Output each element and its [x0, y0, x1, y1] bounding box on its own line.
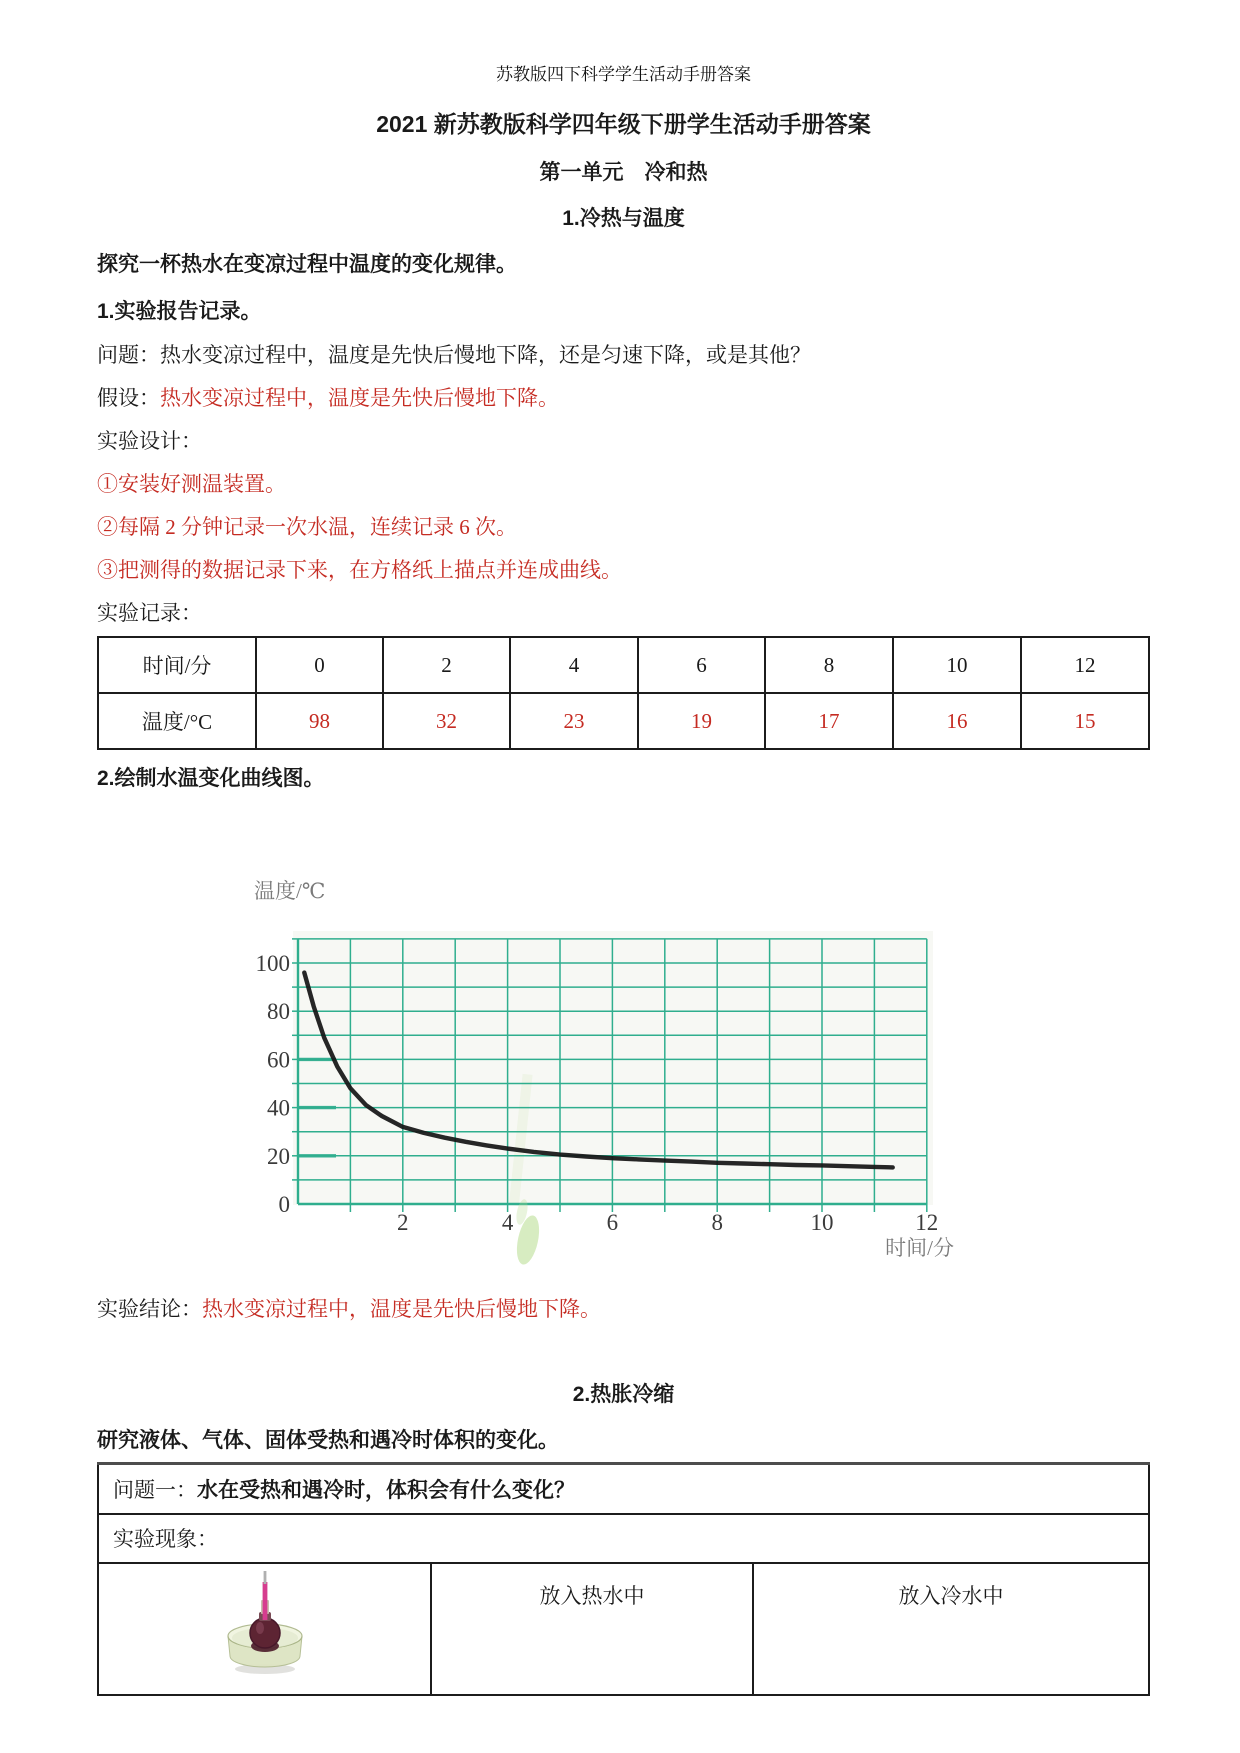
- svg-text:10: 10: [810, 1210, 834, 1235]
- temperature-cell: 15: [1021, 693, 1149, 749]
- hot-water-column-header: 放入热水中: [431, 1563, 753, 1695]
- experiment-record-table: [97, 636, 1150, 750]
- section1-intro: 探究一杯热水在变凉过程中温度的变化规律。: [97, 253, 517, 276]
- svg-text:0: 0: [278, 1192, 290, 1217]
- temperature-cell: 32: [383, 693, 510, 749]
- phenomenon-label-cell: 实验现象：: [98, 1514, 1149, 1563]
- observation-row: [98, 1563, 1149, 1695]
- svg-text:6: 6: [606, 1210, 619, 1235]
- question1-row: [98, 1464, 1149, 1514]
- conclusion-label: 实验结论：: [97, 1297, 202, 1321]
- question1-cell: [98, 1464, 1149, 1514]
- temperature-cell: 17: [765, 693, 893, 749]
- hypothesis-answer: 热水变凉过程中，温度是先快后慢地下降。: [160, 386, 559, 410]
- hypothesis-label: 假设：: [97, 386, 160, 410]
- question-paragraph: [97, 340, 1150, 370]
- question-text: 热水变凉过程中，温度是先快后慢地下降，还是匀速下降，或是其他？: [160, 343, 811, 367]
- chart-heading: 2.绘制水温变化曲线图。: [97, 767, 325, 790]
- temperature-row-header: 温度/°C: [98, 693, 256, 749]
- hypothesis-paragraph: [97, 383, 1150, 413]
- design-step-3: ③把测得的数据记录下来，在方格纸上描点并连成曲线。: [97, 558, 622, 582]
- time-cell: 10: [893, 637, 1021, 693]
- flask-apparatus-image: [215, 1570, 315, 1682]
- design-step-1: ①安装好测温装置。: [97, 472, 286, 496]
- question1-text: 水在受热和遇冷时，体积会有什么变化？: [197, 1478, 575, 1502]
- cold-water-column-header: 放入冷水中: [753, 1563, 1149, 1695]
- svg-text:2: 2: [397, 1210, 409, 1235]
- expansion-experiment-table: [97, 1462, 1150, 1696]
- record-label: 实验记录：: [97, 601, 202, 625]
- time-row-header: 时间/分: [98, 637, 256, 693]
- temperature-cell: 19: [638, 693, 765, 749]
- design-step-2: ②每隔 2 分钟记录一次水温，连续记录 6 次。: [97, 515, 517, 539]
- svg-text:40: 40: [267, 1095, 290, 1121]
- svg-text:60: 60: [267, 1047, 290, 1073]
- svg-text:时间/分: 时间/分: [885, 1236, 954, 1260]
- conclusion-paragraph: [97, 1294, 1150, 1324]
- svg-text:100: 100: [255, 951, 290, 976]
- svg-text:温度/℃: 温度/℃: [254, 879, 326, 903]
- svg-text:4: 4: [501, 1210, 514, 1235]
- temperature-row: [98, 693, 1149, 749]
- temperature-cell: 23: [510, 693, 638, 749]
- time-cell: 0: [256, 637, 383, 693]
- report-heading: 1.实验报告记录。: [97, 300, 262, 323]
- time-cell: 4: [510, 637, 638, 693]
- time-cell: 2: [383, 637, 510, 693]
- time-row: [98, 637, 1149, 693]
- temperature-cell: 98: [256, 693, 383, 749]
- question-label: 问题：: [97, 343, 160, 367]
- svg-text:8: 8: [711, 1210, 723, 1235]
- conclusion-answer: 热水变凉过程中，温度是先快后慢地下降。: [202, 1297, 601, 1321]
- cooling-curve-chart: [250, 874, 970, 1266]
- apparatus-image-cell: [98, 1563, 431, 1695]
- section2-heading: 2.热胀冷缩: [572, 1383, 675, 1406]
- svg-text:80: 80: [267, 999, 290, 1025]
- phenomenon-row: [98, 1514, 1149, 1563]
- document-running-header: 苏教版四下科学学生活动手册答案: [496, 65, 751, 84]
- temperature-cell: 16: [893, 693, 1021, 749]
- design-label: 实验设计：: [97, 429, 202, 453]
- section2-intro: 研究液体、气体、固体受热和遇冷时体积的变化。: [97, 1429, 559, 1452]
- svg-text:12: 12: [915, 1210, 939, 1235]
- document-title: 2021 新苏教版科学四年级下册学生活动手册答案: [376, 111, 871, 137]
- unit-heading: 第一单元 冷和热: [539, 161, 708, 184]
- question1-label: 问题一：: [113, 1477, 197, 1502]
- time-cell: 6: [638, 637, 765, 693]
- time-cell: 8: [765, 637, 893, 693]
- time-cell: 12: [1021, 637, 1149, 693]
- section1-heading: 1.冷热与温度: [562, 207, 685, 230]
- svg-text:20: 20: [267, 1143, 290, 1169]
